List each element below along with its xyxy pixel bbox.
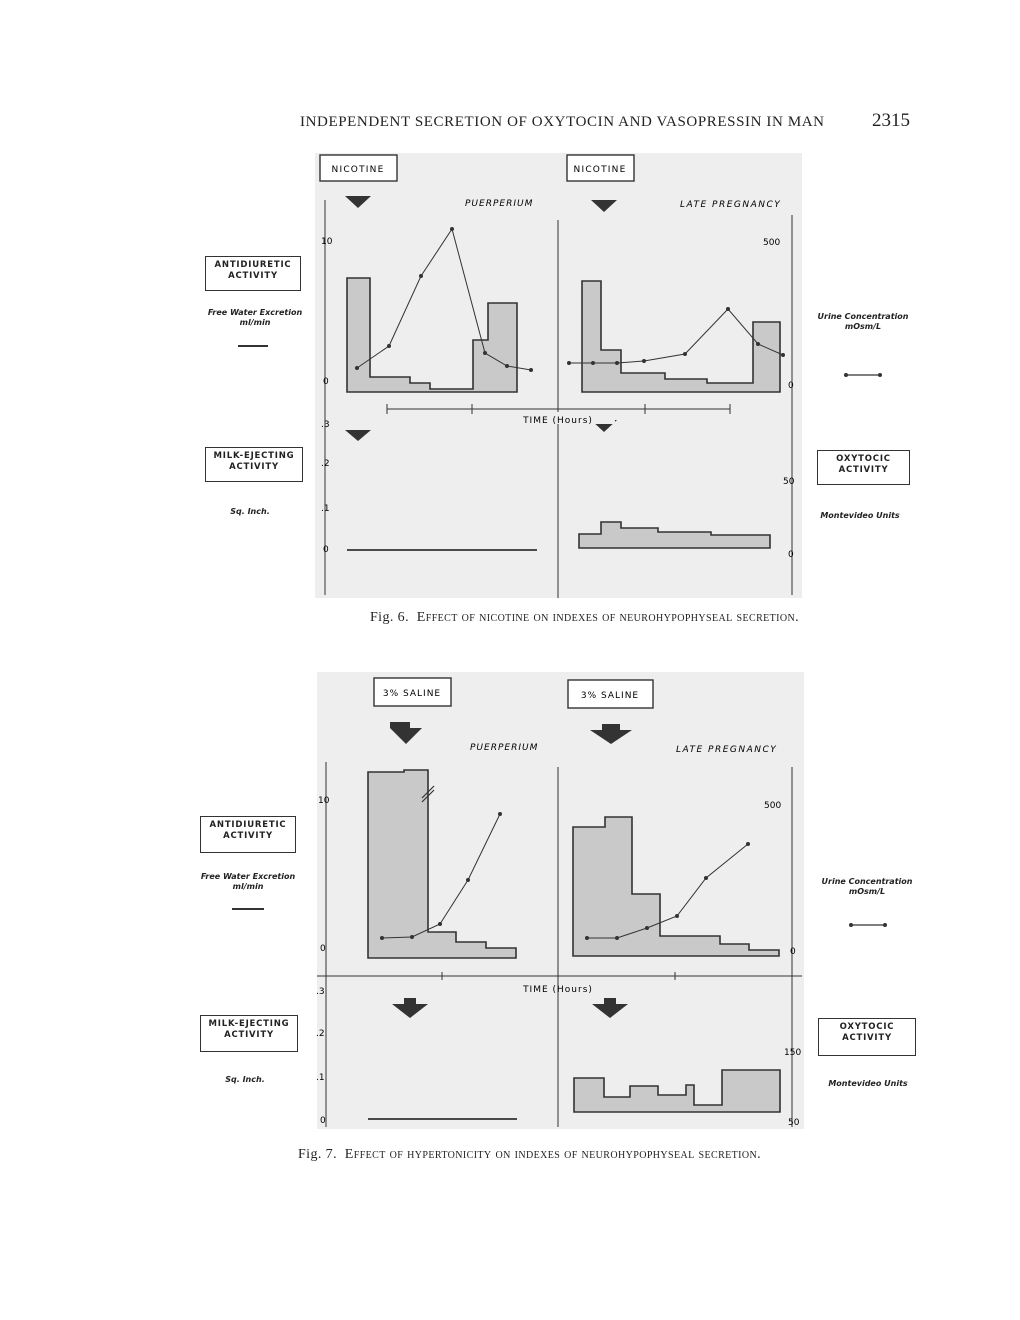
tick-label: .1 bbox=[316, 1073, 325, 1083]
tick-label: 500 bbox=[764, 801, 782, 811]
stimulus-right-label: 3% SALINE bbox=[580, 691, 640, 701]
running-title: INDEPENDENT SECRETION OF OXYTOCIN AND VASOPRESSIN IN MAN bbox=[300, 114, 825, 130]
tick-label: 0 bbox=[323, 545, 329, 555]
box-line: MILK-EJECTING bbox=[208, 1019, 290, 1029]
antidiuretic-box bbox=[200, 816, 296, 853]
milk-ejecting-box bbox=[200, 1015, 298, 1052]
box-line: ACTIVITY bbox=[842, 1033, 892, 1043]
units-line: ml/min bbox=[232, 882, 264, 891]
time-label: TIME (Hours) bbox=[523, 985, 593, 995]
units-line: Urine Concentration bbox=[817, 312, 909, 321]
units-line: Urine Concentration bbox=[821, 877, 913, 886]
box-line: ACTIVITY bbox=[229, 462, 279, 472]
box-line: OXYTOCIC bbox=[836, 454, 891, 464]
tick-label: 150 bbox=[784, 1048, 802, 1058]
units-line: ml/min bbox=[239, 318, 271, 327]
page-number: 2315 bbox=[872, 110, 910, 131]
sq-inch-label: Sq. Inch. bbox=[225, 1075, 265, 1084]
urine-conc-label bbox=[808, 312, 918, 332]
units-line: mOsm/L bbox=[844, 322, 882, 331]
tick-label: 10 bbox=[321, 237, 333, 247]
units-line: Free Water Excretion bbox=[207, 308, 303, 317]
time-label: TIME (Hours) bbox=[523, 416, 593, 426]
stimulus-left-label: NICOTINE bbox=[331, 165, 385, 175]
stimulus-left-label: 3% SALINE bbox=[382, 689, 442, 699]
tick-label: 50 bbox=[788, 1118, 800, 1128]
units-line: Free Water Excretion bbox=[200, 872, 296, 881]
legend-line-solid bbox=[232, 908, 264, 910]
tick-label: 50 bbox=[783, 477, 795, 487]
box-line: ACTIVITY bbox=[224, 1030, 274, 1040]
tick-label: 10 bbox=[318, 796, 330, 806]
box-line: ANTIDIURETIC bbox=[214, 260, 292, 270]
stimulus-right-label: NICOTINE bbox=[573, 165, 627, 175]
tick-label: 0 bbox=[788, 550, 794, 560]
panel-right-title: LATE PREGNANCY bbox=[676, 745, 778, 755]
tick-label: 0 bbox=[323, 377, 329, 387]
units-line: mOsm/L bbox=[848, 887, 886, 896]
caption-text: Effect of nicotine on indexes of neurohypophyseal secretion. bbox=[416, 610, 800, 625]
urine-conc-label bbox=[812, 877, 922, 897]
panel-left-title: PUERPERIUM bbox=[470, 743, 539, 753]
figure-7-chart bbox=[312, 672, 807, 1132]
sq-inch-label: Sq. Inch. bbox=[230, 507, 270, 516]
box-line: OXYTOCIC bbox=[839, 1022, 895, 1032]
caption-text: Effect of hypertonicity on indexes of neurohypophyseal secretion. bbox=[344, 1147, 762, 1162]
tick-label: .3 bbox=[321, 420, 330, 430]
box-line: ANTIDIURETIC bbox=[209, 820, 287, 830]
montevideo-label: Montevideo Units bbox=[828, 1079, 908, 1088]
legend-line-solid bbox=[238, 345, 268, 347]
figure-6-caption bbox=[370, 610, 799, 626]
legend-line-dots bbox=[848, 920, 888, 930]
box-line: ACTIVITY bbox=[838, 465, 889, 475]
box-line: ACTIVITY bbox=[228, 271, 278, 281]
milk-ejecting-box bbox=[205, 447, 303, 482]
montevideo-label: Montevideo Units bbox=[820, 511, 900, 520]
oxytocic-box bbox=[818, 1018, 916, 1056]
tick-label: 0 bbox=[320, 944, 326, 954]
caption-prefix: Fig. 6. bbox=[370, 610, 409, 625]
tick-label: 0 bbox=[788, 381, 794, 391]
tick-label: 0 bbox=[790, 947, 796, 957]
tick-label: .3 bbox=[316, 987, 325, 997]
tick-label: .2 bbox=[321, 459, 330, 469]
box-line: ACTIVITY bbox=[223, 831, 273, 841]
tick-label: .1 bbox=[321, 504, 330, 514]
figure-7-caption bbox=[298, 1147, 761, 1163]
free-water-label bbox=[183, 872, 313, 892]
antidiuretic-box bbox=[205, 256, 301, 291]
tick-label: 500 bbox=[763, 238, 781, 248]
caption-prefix: Fig. 7. bbox=[298, 1147, 337, 1162]
tick-label: .2 bbox=[316, 1029, 325, 1039]
panel-right-title: LATE PREGNANCY bbox=[680, 200, 782, 210]
panel-left-title: PUERPERIUM bbox=[465, 199, 534, 209]
free-water-label bbox=[190, 308, 320, 328]
figure-6-chart bbox=[315, 150, 805, 600]
box-line: MILK-EJECTING bbox=[213, 451, 295, 461]
oxytocic-box bbox=[817, 450, 910, 485]
legend-line-dots bbox=[843, 370, 883, 380]
tick-label: 0 bbox=[320, 1116, 326, 1126]
